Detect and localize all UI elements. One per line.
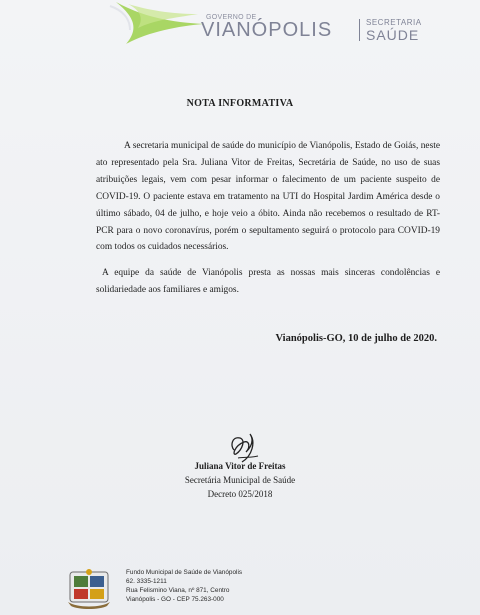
logo-divider xyxy=(359,19,360,41)
footer-address: Rua Felismino Viana, nº 871, Centro xyxy=(126,587,230,594)
logo-small-text: GOVERNO DE xyxy=(206,14,257,21)
paragraph-condolences: A equipe da saúde de Vianópolis presta as nossas mais sinceras condolências e solidariedade aos familiares e amigos. xyxy=(96,268,440,295)
footer-org-name: Fundo Municipal de Saúde de Vianópolis xyxy=(126,569,243,576)
signer-name: Juliana Vitor de Freitas xyxy=(194,461,286,471)
signer-decree: Decreto 025/2018 xyxy=(207,489,273,499)
signer-role: Secretária Municipal de Saúde xyxy=(184,475,296,485)
vianopolis-logo-swoosh-icon xyxy=(108,0,208,46)
footer-contact xyxy=(126,568,242,604)
footer-city-cep: Vianópolis - GO - CEP 75.263-000 xyxy=(126,596,224,603)
paragraph-announcement: A secretaria municipal de saúde do município de Vianópolis, Estado de Goiás, neste ato representado pela Sra. Juliana Vitor de Freitas, Secretária de Saúde, no uso de suas atribuições legais, vem com pesar informar o falecimento de um paciente suspeito de COVID-19. O paciente estava em tratamento na UTI do Hospital Jardim América desde o último sábado, 04 de julho, e hoje veio a óbito. Ainda não recebemos o resultado de RT-PCR para o novo coronavírus, porém o sepultamento seguirá o protocolo para COVID-19 com todos os cuidados necessários. xyxy=(96,141,440,253)
document-date: Vianópolis-GO, 10 de julho de 2020. xyxy=(275,333,437,344)
logo-city-name: VIANÓPOLIS xyxy=(201,19,333,41)
document-title: NOTA INFORMATIVA xyxy=(186,98,294,109)
municipal-crest-icon xyxy=(67,568,111,610)
logo-saude-text: SAÚDE xyxy=(366,27,420,43)
footer-phone: 62. 3335-1211 xyxy=(126,578,167,585)
logo-secretaria-text: SECRETARIA xyxy=(366,18,422,27)
